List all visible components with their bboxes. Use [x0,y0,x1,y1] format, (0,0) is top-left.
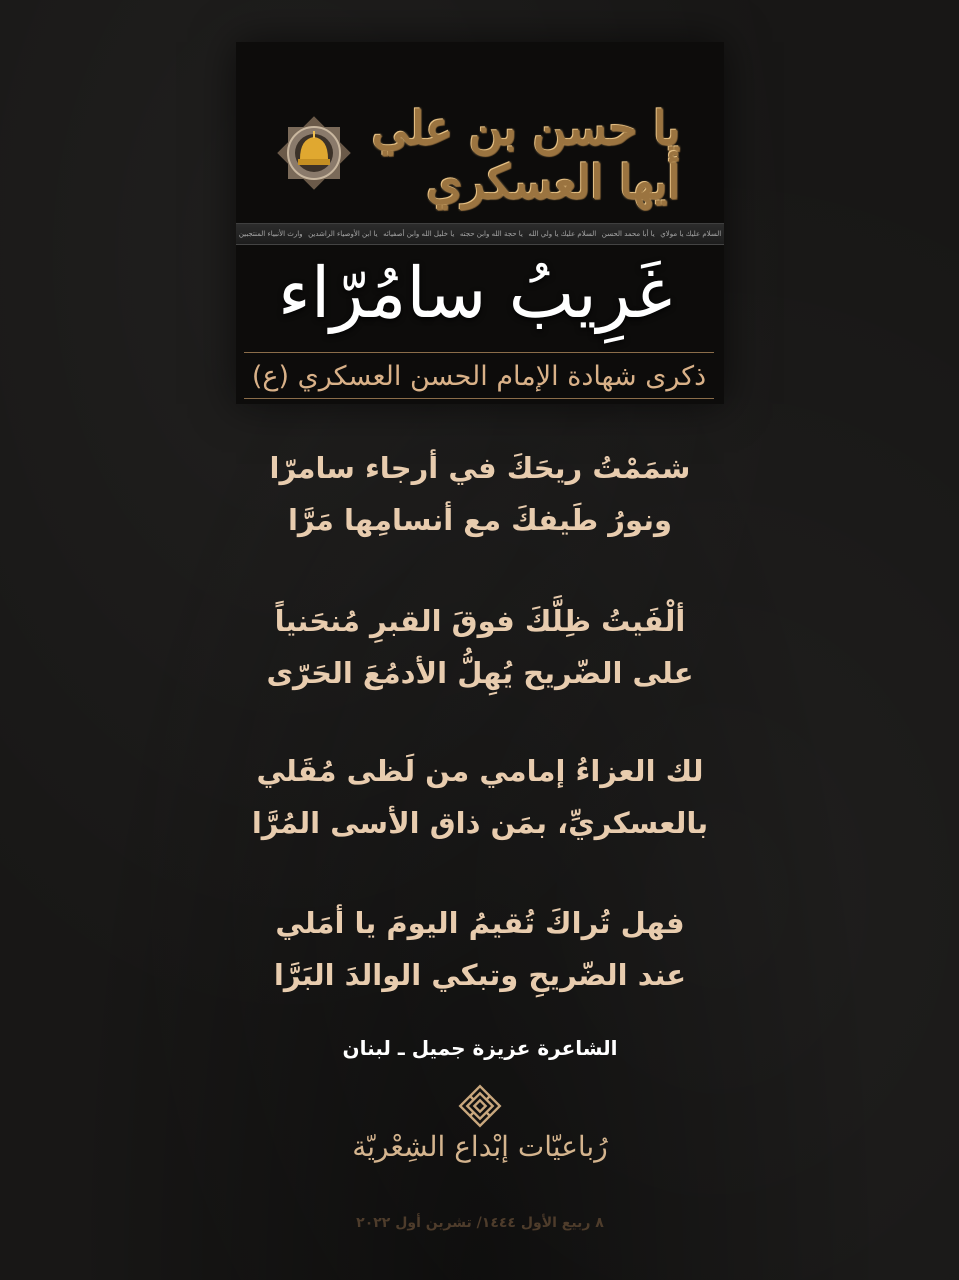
poem-verse: بالعسكريِّ، بمَن ذاق الأسى المُرَّا [251,806,709,840]
date-line: ٨ ربيع الأول ١٤٤٤/ تشرين أول ٢٠٢٢ [356,1215,604,1231]
poem-verse: على الضّريح يُهِلُّ الأدمُعَ الحَرّى [266,656,694,690]
poet-credit: الشاعرة عزيزة جميل ـ لبنان [342,1036,618,1060]
calligraphy-title: يا حسن بن علي أيها العسكري [371,101,680,209]
square-kufic-knot-icon [456,1082,504,1130]
inscription-text: يا ابن الأوصياء الراشدين [308,230,378,238]
poem-verse: ألْفَيتُ ظِلَّكَ فوقَ القبرِ مُنحَنياً [274,604,686,638]
divider-bottom [244,398,714,399]
poem-stanza-3 [180,745,780,849]
poem-stanza-1 [180,442,780,546]
inscription-text: يا حجة الله وابن حجته [459,230,523,238]
poem-stanza-2 [180,595,780,699]
inscription-text: السلام عليك يا مولاي [660,230,722,238]
inscription-text: السلام عليك يا ولي الله [528,230,597,238]
main-title: غَرِيبُ سامُرّاء [277,252,673,334]
subtitle: ذكرى شهادة الإمام الحسن العسكري (ع) [251,360,707,392]
divider-top [244,352,714,353]
poem-verse: لك العزاءُ إمامي من لَظى مُقَلي [256,754,704,788]
inscription-text: وارث الأنبياء المنتجبين [238,230,303,238]
shrine-dome-icon [276,115,352,191]
poem-verse: ونورُ طَيفكَ مع أنسامِها مَرَّا [287,503,673,537]
inscription-text: يا أبا محمد الحسن [601,230,655,238]
poem-verse: شمَمْتُ ريحَكَ في أرجاء سامرّا [269,451,691,485]
series-logo-text: رُباعيّات إبْداع الشِعْريّة [352,1130,608,1163]
poem-stanza-4 [180,897,780,1001]
poem-verse: فهل تُراكَ تُقيمُ اليومَ يا أمَلي [275,906,685,940]
inscription-text: يا خليل الله وابن أصفيائه [383,230,455,238]
poem-verse: عند الضّريحِ وتبكي الوالدَ البَرَّا [273,958,687,992]
